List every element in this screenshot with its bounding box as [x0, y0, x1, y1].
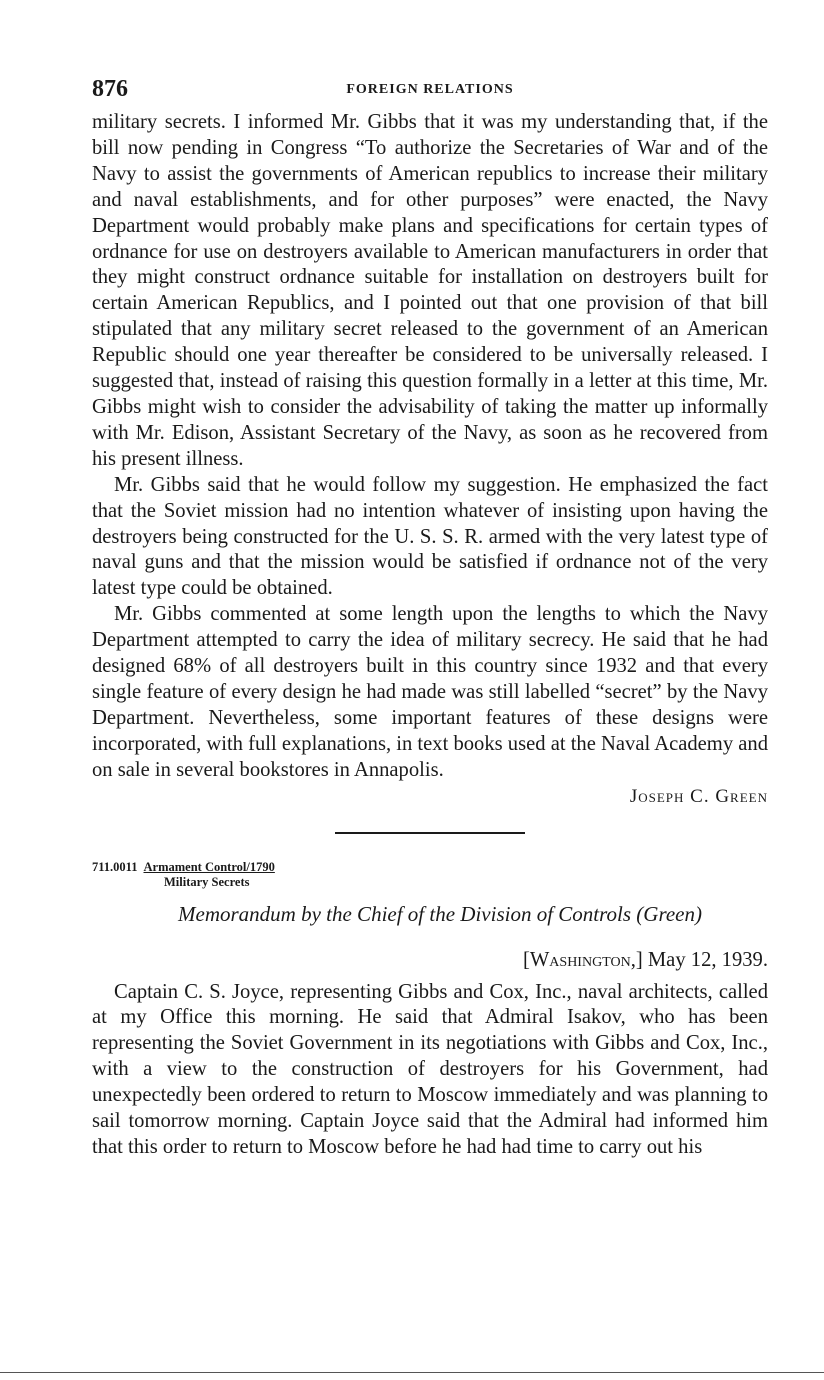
paragraph: military secrets. I informed Mr. Gibbs that it was my understanding that, if the bill now pending in Congress “To authorize the Secretaries of War and of the Navy to assist the governments of American republics to increase their military and naval establishments, and for other purposes” were enacted, the Navy Department would probably make plans and specifications for certain types of ordnance for use on destroyers available to American manufacturers in order that they might construct ordnance suitable for installation on destroyers built for certain American Republics, and I pointed out that one provision of that bill stipulated that any military secret released to the government of an American Republic should one year thereafter be considered to be universally released. I suggested that, instead of raising this question formally in a letter at this time, Mr. Gibbs might wish to consider the advisability of taking the matter up informally with Mr. Edison, Assistant Secretary of the Navy, as soon as he recovered from his present illness.	[92, 111, 768, 470]
document-page	[92, 70, 768, 1161]
paragraph: Mr. Gibbs commented at some length upon the lengths to which the Navy Department attempted to carry the idea of military secrecy. He said that he had designed 68% of all destroyers built in this country since 1932 and that every single feature of every design he had made was still labelled “secret” by the Navy Department. Nevertheless, some important features of these designs were incorporated, with full explanations, in text books used at the Naval Academy and on sale in several bookstores in Annapolis.	[92, 603, 768, 781]
page-number: 876	[92, 76, 128, 102]
bottom-edge-rule	[0, 1372, 824, 1373]
file-subject-secondary: Military Secrets	[164, 874, 250, 889]
signature: Joseph C. Green	[629, 785, 768, 807]
dateline-place: [Washington,]	[523, 948, 643, 971]
dateline	[92, 949, 768, 972]
dateline-date: May 12, 1939.	[647, 948, 768, 971]
file-subject: Armament Control/1790	[143, 859, 275, 874]
previous-memo-body	[92, 110, 768, 784]
memo-body	[92, 980, 768, 1161]
running-header	[92, 70, 768, 110]
memo-title: Memorandum by the Chief of the Division of Controls (Green)	[178, 901, 702, 926]
file-code: 711.0011	[92, 859, 138, 874]
paragraph: Captain C. S. Joyce, representing Gibbs and Cox, Inc., naval architects, called at my Office this morning. He said that Admiral Isakov, who has been representing the Soviet Government in its negotiations with Gibbs and Cox, Inc., with a view to the construction of destroyers for his Government, had unexpectedly been ordered to return to Moscow immediately and was planning to sail tomorrow morning. Captain Joyce said that the Admiral had informed him that this order to return to Moscow before he had had time to carry out his	[92, 980, 768, 1158]
running-title: FOREIGN RELATIONS	[346, 82, 514, 97]
section-divider	[335, 832, 525, 834]
paragraph: Mr. Gibbs said that he would follow my suggestion. He emphasized the fact that the Soviet mission had no intention whatever of insisting upon having the destroyers being constructed for the U. S. S. R. armed with the very latest type of naval guns and that the mission would be satisfied if ordnance not of the very latest type could be obtained.	[92, 473, 768, 600]
file-reference	[92, 860, 768, 890]
